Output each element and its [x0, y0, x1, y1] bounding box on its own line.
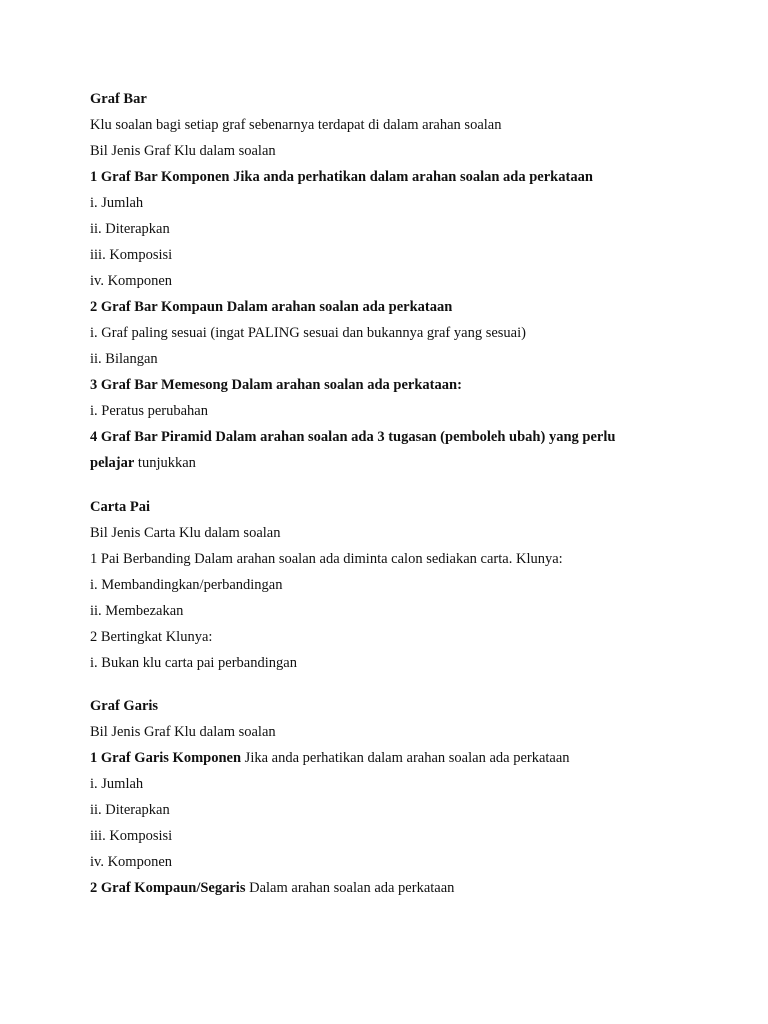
- section-heading-graf-garis: Graf Garis: [90, 698, 159, 714]
- clue-item: iv. Komponen: [90, 273, 173, 289]
- bold-text: pelajar: [90, 455, 135, 471]
- list-item-heading: 2 Bertingkat Klunya:: [90, 629, 213, 645]
- clue-item: iii. Komposisi: [90, 247, 173, 263]
- section-heading-graf-bar: Graf Bar: [90, 91, 147, 107]
- table-header: Bil Jenis Carta Klu dalam soalan: [90, 525, 281, 541]
- clue-item: i. Bukan klu carta pai perbandingan: [90, 655, 297, 671]
- clue-item: i. Graf paling sesuai (ingat PALING sesuai dan bukannya graf yang sesuai): [90, 325, 526, 341]
- bold-text: 1 Graf Garis Komponen: [90, 750, 242, 766]
- plain-text: tunjukkan: [134, 455, 196, 471]
- plain-text: Dalam arahan soalan ada perkataan: [245, 880, 455, 896]
- list-item-heading: 3 Graf Bar Memesong Dalam arahan soalan ada perkataan:: [90, 377, 462, 393]
- clue-item: ii. Bilangan: [90, 351, 158, 367]
- clue-item: i. Jumlah: [90, 776, 144, 792]
- clue-item: ii. Membezakan: [90, 603, 184, 619]
- section-heading-carta-pai: Carta Pai: [90, 499, 150, 515]
- list-item-continuation: [90, 454, 196, 472]
- list-item-heading: [90, 879, 454, 897]
- list-item-heading: 1 Pai Berbanding Dalam arahan soalan ada diminta calon sediakan carta. Klunya:: [90, 551, 563, 567]
- clue-item: i. Jumlah: [90, 195, 144, 211]
- list-item-heading: 4 Graf Bar Piramid Dalam arahan soalan ada 3 tugasan (pemboleh ubah) yang perlu: [90, 429, 616, 445]
- clue-item: iii. Komposisi: [90, 828, 173, 844]
- clue-item: i. Membandingkan/perbandingan: [90, 577, 283, 593]
- table-header: Bil Jenis Graf Klu dalam soalan: [90, 143, 276, 159]
- clue-item: i. Peratus perubahan: [90, 403, 208, 419]
- clue-item: ii. Diterapkan: [90, 221, 170, 237]
- list-item-heading: 2 Graf Bar Kompaun Dalam arahan soalan ada perkataan: [90, 299, 453, 315]
- plain-text: Jika anda perhatikan dalam arahan soalan ada perkataan: [241, 750, 570, 766]
- list-item-heading: [90, 749, 570, 767]
- intro-text: Klu soalan bagi setiap graf sebenarnya terdapat di dalam arahan soalan: [90, 117, 502, 133]
- clue-item: ii. Diterapkan: [90, 802, 170, 818]
- bold-text: 2 Graf Kompaun/Segaris: [90, 880, 246, 896]
- list-item-heading: 1 Graf Bar Komponen Jika anda perhatikan dalam arahan soalan ada perkataan: [90, 169, 593, 185]
- clue-item: iv. Komponen: [90, 854, 173, 870]
- table-header: Bil Jenis Graf Klu dalam soalan: [90, 724, 276, 740]
